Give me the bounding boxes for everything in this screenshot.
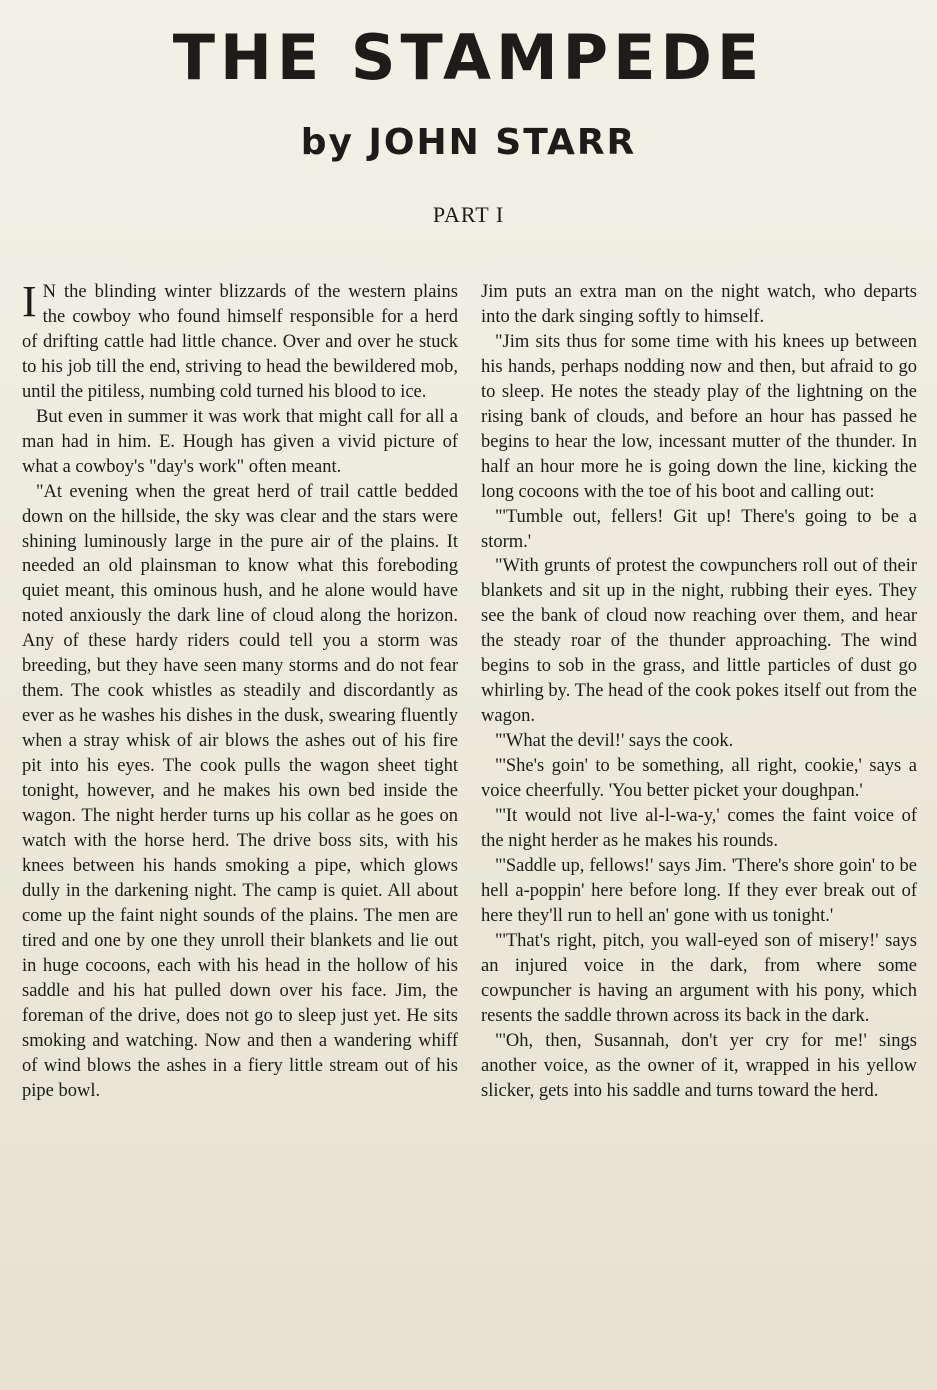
article-part: PART I [432,202,505,227]
drop-cap: I [22,277,37,326]
paragraph: "'What the devil!' says the cook. [495,731,734,752]
paragraph: Jim puts an extra man on the night watch, who departs into the dark singing softly to himself. [481,282,917,327]
paragraph: "'She's goin' to be something, all right, cookie,' says a voice cheerfully. 'You better picket your doughpan.' [481,756,917,802]
paragraph: "At evening when the great herd of trail cattle bedded down on the hillside, the sky was clear and the stars were shining luminously large in the pure air of the plains. It needed an old plainsman to know what this foreboding quiet meant, this ominous hush, and he alone would have noted anxiously the dark line of cloud along the horizon. Any of these hardy riders could tell you a storm was breeding, but they have seen many storms and do not fear them. The cook whistles as steadily and discordantly as ever as he washes his dishes in the dusk, swearing fluently when a stray whisk of air blows the ashes out of his fire pit into his eyes. The cook pulls the wagon sheet tight tonight, however, and he makes his own bed inside the wagon. The night herder turns up his collar as he goes on watch with the horse herd. The drive boss sits, with his knees between his hands smoking a pipe, which glows dully in the darkening night. The camp is quiet. All about come up the faint night sounds of the plains. The men are tired and one by one they unroll their blankets and lie out in huge cocoons, each with his head in the hollow of his saddle and his hat pulled down over his face. Jim, the foreman of the drive, does not go to sleep just yet. He sits smoking and watching. Now and then a wandering whiff of wind blows the ashes in a fiery little stream out of his pipe bowl. [22,481,458,1101]
paragraph: "With grunts of protest the cowpunchers roll out of their blankets and sit up in the night, rubbing their eyes. They see the bank of cloud now reaching over them, and hear the steady roar of the thunder approaching. The wind begins to sob in the grass, and little particles of dust go whirling by. The head of the cook pokes itself out from the wagon. [481,556,917,727]
paragraph: "'Tumble out, fellers! Git up! There's going to be a storm.' [481,506,917,552]
paragraph-text: N the blinding winter blizzards of the western plains the cowboy who found himself responsible for a herd of drifting cattle had little chance. Over and over he stuck to his job till the end, striving to head the bewildered mob, until the pitiless, numbing cold turned his blood to ice. [22,282,458,402]
paragraph: "Jim sits thus for some time with his knees up between his hands, perhaps nodding now and then, but afraid to go to sleep. He notes the steady play of the lightning on the rising bank of clouds, and before an hour has passed he begins to hear the low, incessant mutter of the thunder. In half an hour more he is going down the line, kicking the long cocoons with the toe of his boot and calling out: [481,331,917,502]
article-title: THE STAMPEDE [172,21,765,94]
paragraph: "'That's right, pitch, you wall-eyed son of misery!' says an injured voice in the dark, from where some cowpuncher is having an argument with his pony, which resents the saddle thrown across its back in the dark. [481,930,917,1026]
right-column [481,280,917,1103]
paragraph [22,277,458,405]
paragraph: "'Oh, then, Susannah, don't yer cry for me!' sings another voice, as the owner of it, wrapped in his yellow slicker, gets into his saddle and turns toward the herd. [481,1030,917,1101]
paragraph: "'It would not live al-l-wa-y,' comes the faint voice of the night herder as he makes his rounds. [481,806,917,851]
left-column [22,277,458,1103]
paragraph: But even in summer it was work that might call for all a man had in him. E. Hough has given a vivid picture of what a cowboy's "day's work" often meant. [22,406,458,477]
article-byline: by JOHN STARR [300,122,637,163]
paragraph: "'Saddle up, fellows!' says Jim. 'There's shore goin' to be hell a-poppin' here before long. If they ever break out of here they'll run to hell an' gone with us tonight.' [481,855,917,926]
